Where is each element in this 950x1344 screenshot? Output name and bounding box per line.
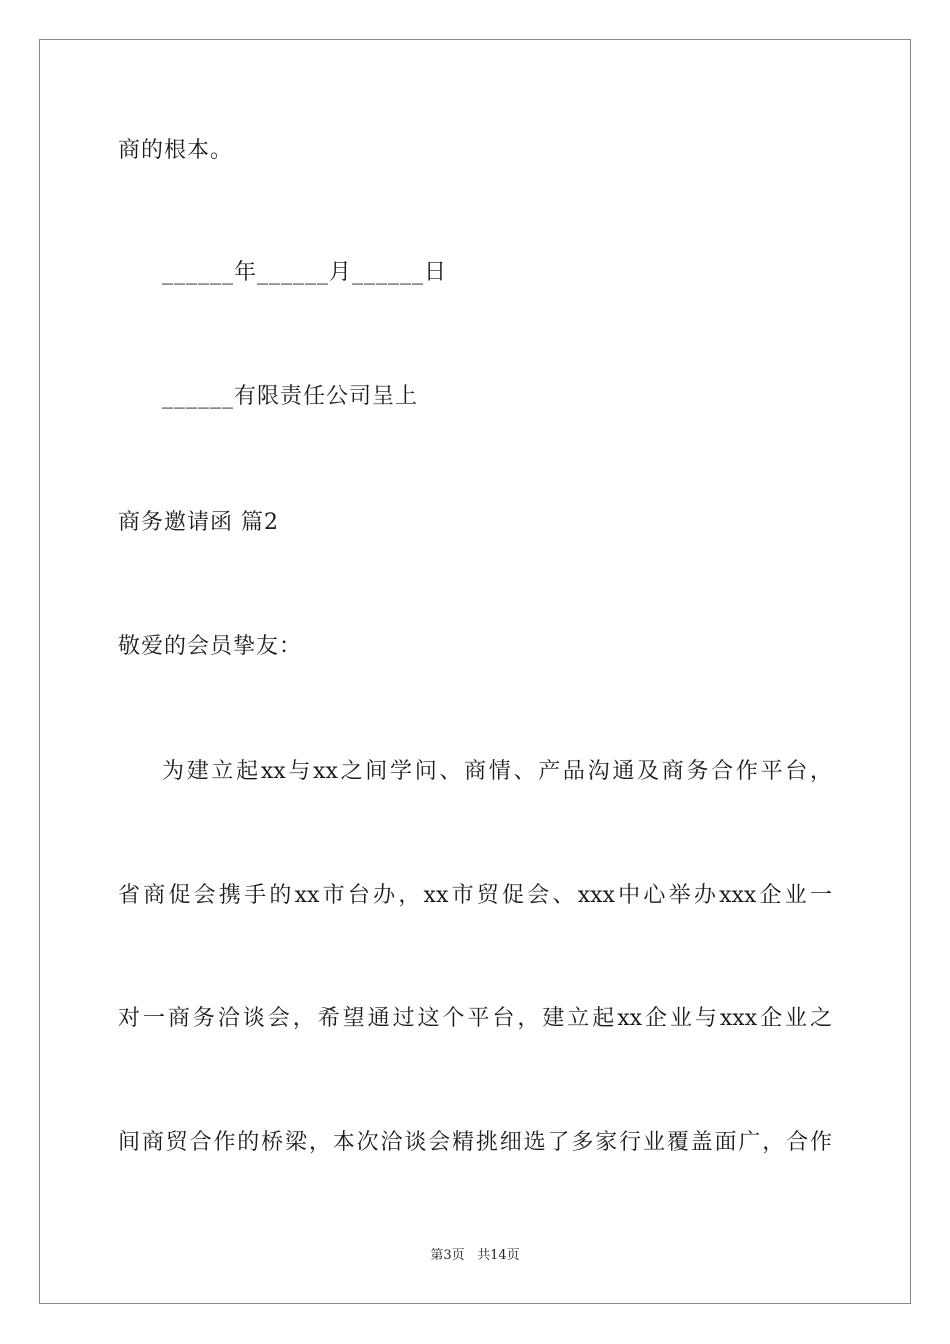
paragraph-line-4: 间商贸合作的桥梁，本次洽谈会精挑细选了多家行业覆盖面广，合作 [118,1130,832,1155]
paragraph-line-1: 为建立起xx与xx之间学问、商情、产品沟通及商务合作平台， [162,759,832,784]
paragraph-line-2: 省商促会携手的xx市台办，xx市贸促会、xxx中心举办xxx企业一 [118,883,832,908]
section-heading: 商务邀请函 篇2 [118,510,279,535]
paragraph-line-3: 对一商务洽谈会，希望通过这个平台，建立起xx企业与xxx企业之 [118,1006,832,1031]
page-total: 共14页 [477,1248,520,1263]
page-footer [0,1247,950,1265]
page-border [39,39,911,1304]
salutation: 敬爱的会员挚友： [118,634,303,659]
company-signature-line: ______有限责任公司呈上 [162,384,419,409]
page-number: 第3页 [430,1248,465,1263]
date-line: ______年______月______日 [162,260,448,285]
text-line-closing: 商的根本。 [118,138,234,163]
